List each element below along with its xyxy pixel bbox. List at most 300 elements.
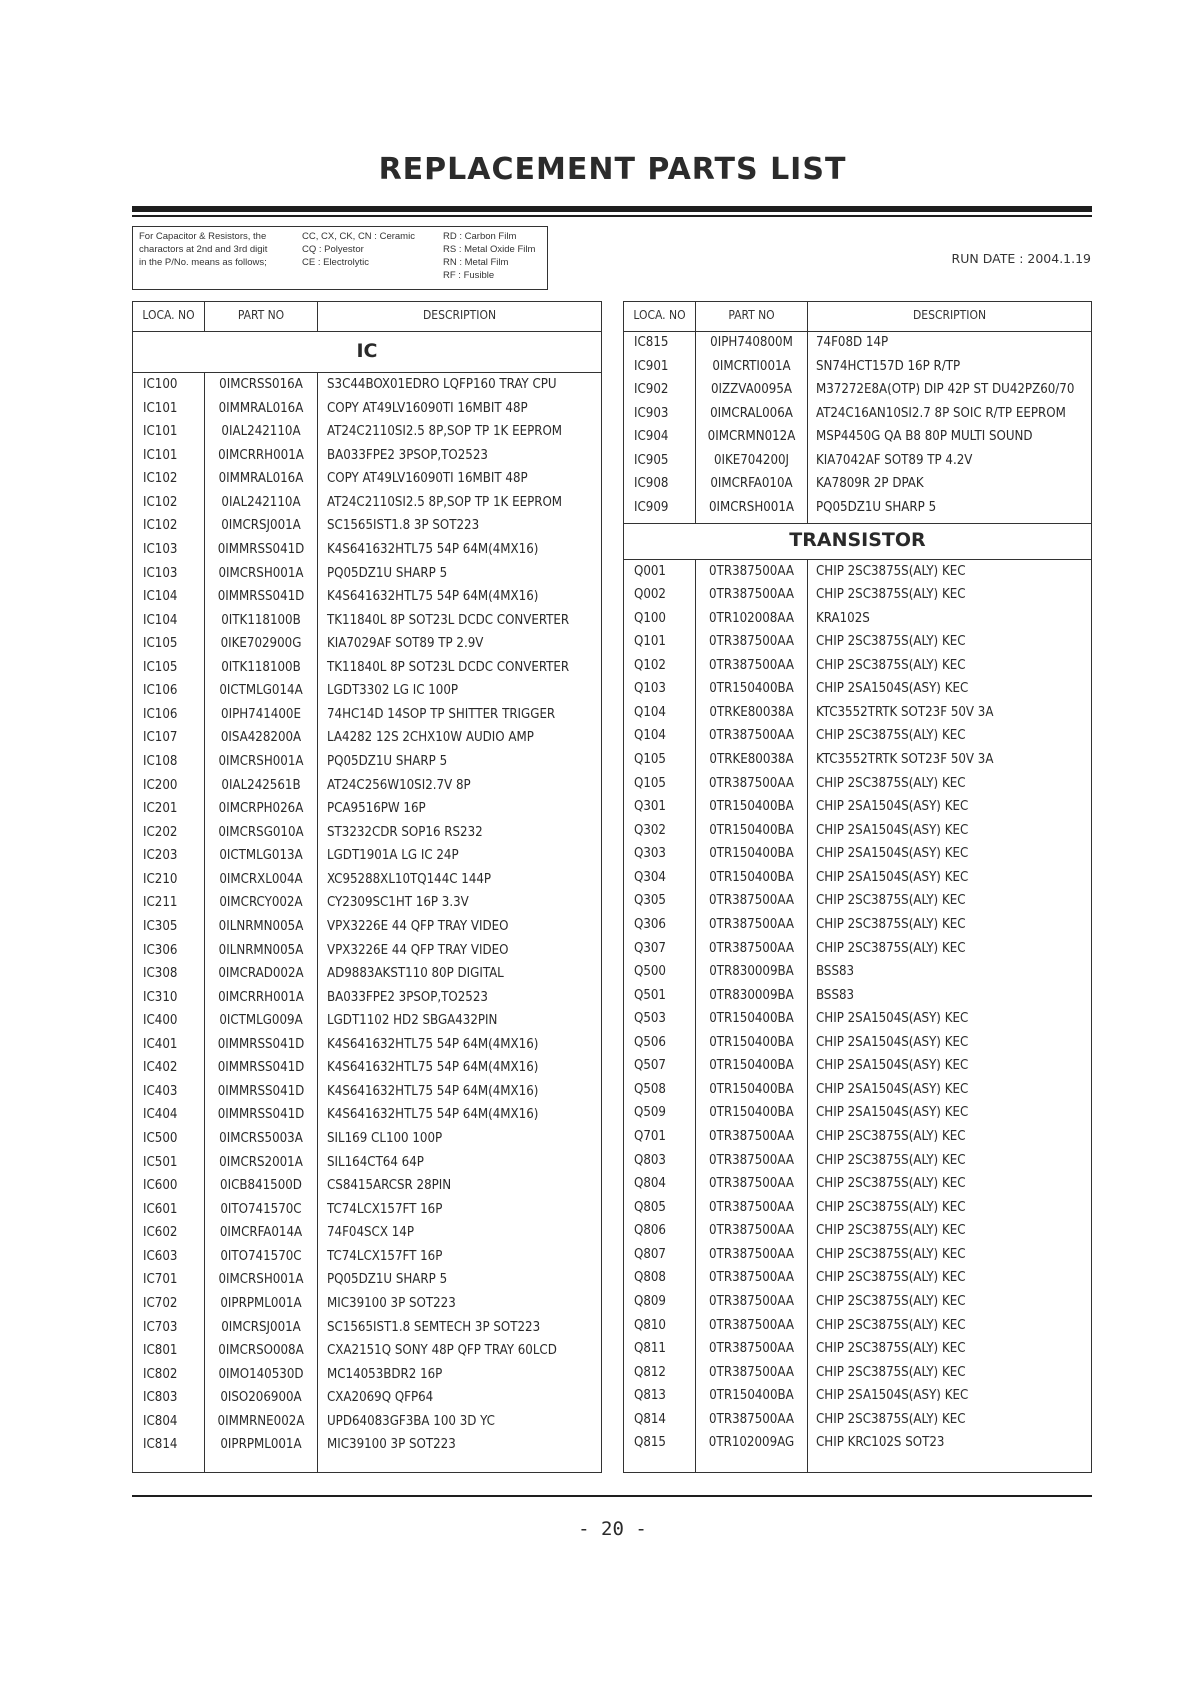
table-row <box>133 963 601 987</box>
part-no-cell: 0IMCRSS016A <box>219 377 303 392</box>
description-cell: UPD64083GF3BA 100 3D YC <box>327 1413 495 1429</box>
loca-no-cell: Q506 <box>634 1034 666 1050</box>
part-no-cell: 0IMCRTI001A <box>712 358 791 374</box>
loca-no-cell: IC102 <box>143 518 178 534</box>
page-title: REPLACEMENT PARTS LIST <box>378 152 847 187</box>
part-no-cell: 0TR150400BA <box>709 846 794 862</box>
description-cell: CHIP 2SC3875S(ALY) KEC <box>816 916 966 932</box>
loca-no-cell: IC908 <box>634 476 669 492</box>
description-cell: K4S641632HTL75 54P 64M(4MX16) <box>327 1036 539 1052</box>
part-no-cell: 0TRKE80038A <box>709 752 794 767</box>
loca-no-cell: Q105 <box>634 752 666 767</box>
part-no-cell: 0TR387500AA <box>709 775 794 791</box>
table-row <box>133 1010 601 1034</box>
part-no-cell: 0IMMRSS041D <box>217 1083 305 1099</box>
description-cell: M37272E8A(OTP) DIP 42P ST DU42PZ60/70 <box>816 382 1075 398</box>
part-no-cell: 0IMO140530D <box>218 1366 304 1382</box>
table-row <box>624 890 1091 914</box>
loca-no-cell: IC702 <box>143 1295 178 1311</box>
legend-line: CE : Electrolytic <box>302 257 370 268</box>
description-cell: CHIP 2SC3875S(ALY) KEC <box>816 1317 966 1333</box>
description-cell: LGDT1901A LG IC 24P <box>327 848 459 864</box>
part-no-cell: 0IMCRSO008A <box>218 1343 304 1359</box>
part-no-cell: 0IMMRSS041D <box>217 589 305 605</box>
description-cell: KIA7029AF SOT89 TP 2.9V <box>327 636 484 652</box>
description-cell: CHIP 2SA1504S(ASY) KEC <box>816 1105 969 1121</box>
part-no-cell: 0IMCRS5003A <box>219 1131 303 1146</box>
page-number: - 20 - <box>578 1518 647 1540</box>
description-cell: MSP4450G QA B8 80P MULTI SOUND <box>816 429 1033 445</box>
loca-no-cell: Q503 <box>634 1011 666 1027</box>
description-cell: PQ05DZ1U SHARP 5 <box>327 754 448 769</box>
description-cell: CHIP 2SA1504S(ASY) KEC <box>816 1034 969 1050</box>
part-no-cell: 0TR150400BA <box>709 1011 794 1027</box>
part-no-cell: 0IMCRCY002A <box>219 895 303 911</box>
part-no-cell: 0TR102009AG <box>708 1435 795 1451</box>
description-cell: CHIP 2SA1504S(ASY) KEC <box>816 1058 969 1074</box>
table-row <box>624 1338 1091 1362</box>
header-loca-no: LOCA. NO <box>142 308 195 322</box>
description-cell: AT24C16AN10SI2.7 8P SOIC R/TP EEPROM <box>816 405 1066 421</box>
legend-line: in the P/No. means as follows; <box>139 257 267 268</box>
part-no-cell: 0IMMRNE002A <box>217 1413 305 1429</box>
table-row <box>133 1340 601 1364</box>
legend-line: RS : Metal Oxide Film <box>443 244 536 255</box>
part-no-cell: 0TR387500AA <box>709 1270 794 1286</box>
description-cell: SC1565IST1.8 3P SOT223 <box>327 518 480 534</box>
loca-no-cell: IC203 <box>143 848 178 864</box>
table-row <box>133 1293 601 1317</box>
loca-no-cell: Q804 <box>634 1176 666 1192</box>
description-cell: S3C44BOX01EDRO LQFP160 TRAY CPU <box>327 377 557 392</box>
loca-no-cell: Q102 <box>634 657 666 673</box>
part-no-cell: 0IMMRSS041D <box>217 541 305 557</box>
table-row <box>624 938 1091 962</box>
loca-no-cell: IC905 <box>634 452 669 468</box>
part-no-cell: 0IMMRAL016A <box>218 471 304 487</box>
table-row <box>624 1008 1091 1032</box>
table-row <box>133 751 601 775</box>
part-no-cell: 0IMCRSH001A <box>218 754 304 769</box>
description-cell: CHIP 2SA1504S(ASY) KEC <box>816 846 969 862</box>
legend-line: RD : Carbon Film <box>443 231 517 242</box>
material-code-legend <box>132 226 548 290</box>
part-no-cell: 0IKE702900G <box>220 636 302 652</box>
part-no-cell: 0IMCRSH001A <box>218 565 304 581</box>
table-row <box>624 1126 1091 1150</box>
table-row <box>624 796 1091 820</box>
description-cell: CHIP 2SC3875S(ALY) KEC <box>816 1270 966 1286</box>
description-cell: TK11840L 8P SOT23L DCDC CONVERTER <box>327 659 570 675</box>
part-no-cell: 0IAL242110A <box>221 424 301 440</box>
loca-no-cell: IC802 <box>143 1366 178 1382</box>
loca-no-cell: IC102 <box>143 471 178 487</box>
description-cell: PCA9516PW 16P <box>327 801 426 817</box>
loca-no-cell: IC104 <box>143 612 178 628</box>
description-cell: CHIP 2SC3875S(ALY) KEC <box>816 1152 966 1168</box>
part-no-cell: 0IMMRSS041D <box>217 1036 305 1052</box>
table-row <box>133 1387 601 1411</box>
description-cell: LA4282 12S 2CHX10W AUDIO AMP <box>327 730 534 746</box>
description-cell: VPX3226E 44 QFP TRAY VIDEO <box>327 942 509 958</box>
loca-no-cell: IC904 <box>634 429 669 445</box>
part-no-cell: 0TR387500AA <box>709 563 794 579</box>
loca-no-cell: Q809 <box>634 1293 666 1309</box>
header-loca-no: LOCA. NO <box>633 308 686 322</box>
table-row <box>624 426 1091 450</box>
part-no-cell: 0TR387500AA <box>709 1317 794 1333</box>
part-no-cell: 0TR830009BA <box>709 964 794 980</box>
table-row <box>624 773 1091 797</box>
loca-no-cell: IC804 <box>143 1413 178 1429</box>
loca-no-cell: Q002 <box>634 587 666 603</box>
legend-line: charactors at 2nd and 3rd digit <box>139 244 268 255</box>
section-ic-title: IC <box>133 332 601 373</box>
ic-rows-left <box>133 373 601 1458</box>
loca-no-cell: IC200 <box>143 777 178 793</box>
loca-no-cell: IC306 <box>143 942 178 958</box>
parts-table-right <box>623 301 1092 1473</box>
table-row <box>624 1055 1091 1079</box>
description-cell: CHIP 2SC3875S(ALY) KEC <box>816 1246 966 1262</box>
part-no-cell: 0TR150400BA <box>709 1388 794 1404</box>
description-cell: CHIP 2SC3875S(ALY) KEC <box>816 1364 966 1380</box>
table-row <box>624 1244 1091 1268</box>
part-no-cell: 0ITO741570C <box>220 1248 302 1264</box>
table-row <box>624 1315 1091 1339</box>
loca-no-cell: Q307 <box>634 940 666 956</box>
part-no-cell: 0IMCRFA014A <box>219 1225 303 1241</box>
loca-no-cell: Q101 <box>634 634 666 650</box>
loca-no-cell: Q103 <box>634 681 666 697</box>
loca-no-cell: IC105 <box>143 636 178 652</box>
description-cell: LGDT3302 LG IC 100P <box>327 683 459 699</box>
loca-no-cell: IC602 <box>143 1225 178 1241</box>
description-cell: MIC39100 3P SOT223 <box>327 1295 456 1311</box>
part-no-cell: 0ICTMLG009A <box>219 1013 303 1029</box>
table-row <box>624 1079 1091 1103</box>
loca-no-cell: IC600 <box>143 1178 178 1194</box>
table-row <box>133 822 601 846</box>
table-row <box>624 379 1091 403</box>
loca-no-cell: IC102 <box>143 494 178 510</box>
table-row <box>624 473 1091 497</box>
description-cell: BA033FPE2 3PSOP,TO2523 <box>327 989 488 1005</box>
part-no-cell: 0ISO206900A <box>220 1390 302 1406</box>
loca-no-cell: IC903 <box>634 405 669 421</box>
description-cell: BSS83 <box>816 987 855 1003</box>
header-description: DESCRIPTION <box>422 308 497 322</box>
part-no-cell: 0IMCRRH001A <box>218 447 304 463</box>
table-row <box>133 1057 601 1081</box>
header-description: DESCRIPTION <box>912 308 987 322</box>
loca-no-cell: Q803 <box>634 1152 666 1168</box>
part-no-cell: 0TR387500AA <box>709 1246 794 1262</box>
description-cell: CXA2151Q SONY 48P QFP TRAY 60LCD <box>327 1343 557 1359</box>
loca-no-cell: IC201 <box>143 801 178 817</box>
loca-no-cell: IC400 <box>143 1013 178 1029</box>
loca-no-cell: Q104 <box>634 704 666 720</box>
table-row <box>624 1267 1091 1291</box>
part-no-cell: 0ICTMLG014A <box>219 683 303 699</box>
table-row <box>624 1385 1091 1409</box>
loca-no-cell: Q814 <box>634 1411 666 1427</box>
description-cell: TK11840L 8P SOT23L DCDC CONVERTER <box>327 612 570 628</box>
table-row <box>133 704 601 728</box>
part-no-cell: 0IMMRAL016A <box>218 400 304 416</box>
loca-no-cell: Q304 <box>634 869 666 885</box>
table-row <box>133 1364 601 1388</box>
table-row <box>624 1173 1091 1197</box>
part-no-cell: 0IPH741400E <box>221 706 301 722</box>
loca-no-cell: IC100 <box>143 377 178 392</box>
description-cell: MIC39100 3P SOT223 <box>327 1437 456 1453</box>
description-cell: VPX3226E 44 QFP TRAY VIDEO <box>327 918 509 934</box>
description-cell: CHIP 2SC3875S(ALY) KEC <box>816 728 966 744</box>
description-cell: CHIP 2SC3875S(ALY) KEC <box>816 893 966 909</box>
part-no-cell: 0TR387500AA <box>709 1364 794 1380</box>
table-row <box>133 398 601 422</box>
table-row <box>133 539 601 563</box>
loca-no-cell: IC402 <box>143 1060 178 1076</box>
description-cell: CXA2069Q QFP64 <box>327 1390 434 1406</box>
part-no-cell: 0ICB841500D <box>220 1178 302 1194</box>
part-no-cell: 0TR387500AA <box>709 728 794 744</box>
description-cell: CHIP KRC102S SOT23 <box>816 1435 945 1451</box>
table-row <box>133 610 601 634</box>
part-no-cell: 0TR150400BA <box>709 1058 794 1074</box>
part-no-cell: 0TR387500AA <box>709 657 794 673</box>
part-no-cell: 0ITO741570C <box>220 1201 302 1217</box>
loca-no-cell: IC108 <box>143 754 178 769</box>
table-row <box>624 1291 1091 1315</box>
description-cell: 74F08D 14P <box>816 335 889 350</box>
loca-no-cell: Q812 <box>634 1364 666 1380</box>
table-row <box>133 1434 601 1458</box>
parts-table-left <box>132 301 602 1473</box>
loca-no-cell: IC701 <box>143 1272 178 1288</box>
description-cell: K4S641632HTL75 54P 64M(4MX16) <box>327 1107 539 1123</box>
description-cell: CHIP 2SA1504S(ASY) KEC <box>816 869 969 885</box>
part-no-cell: 0ITK118100B <box>221 612 301 628</box>
part-no-cell: 0TR150400BA <box>709 869 794 885</box>
table-row <box>133 1152 601 1176</box>
description-cell: CHIP 2SC3875S(ALY) KEC <box>816 1411 966 1427</box>
table-header <box>624 302 1091 332</box>
part-no-cell: 0IMCRSH001A <box>708 499 795 515</box>
description-cell: XC95288XL10TQ144C 144P <box>327 871 492 887</box>
table-row <box>624 403 1091 427</box>
table-row <box>624 1032 1091 1056</box>
part-no-cell: 0TR387500AA <box>709 1223 794 1239</box>
table-row <box>133 1246 601 1270</box>
loca-no-cell: IC106 <box>143 706 178 722</box>
loca-no-cell: IC501 <box>143 1154 178 1170</box>
table-row <box>133 775 601 799</box>
part-no-cell: 0IMCRSH001A <box>218 1272 304 1288</box>
description-cell: KRA102S <box>816 610 870 626</box>
description-cell: SN74HCT157D 16P R/TP <box>816 358 961 374</box>
table-row <box>624 725 1091 749</box>
loca-no-cell: IC803 <box>143 1390 178 1406</box>
part-no-cell: 0IMCRSG010A <box>218 824 304 840</box>
loca-no-cell: IC103 <box>143 541 178 557</box>
part-no-cell: 0TR102008AA <box>709 610 794 626</box>
table-row <box>624 985 1091 1009</box>
description-cell: TC74LCX157FT 16P <box>327 1201 443 1217</box>
description-cell: CHIP 2SC3875S(ALY) KEC <box>816 657 966 673</box>
description-cell: CHIP 2SC3875S(ALY) KEC <box>816 1341 966 1357</box>
loca-no-cell: IC107 <box>143 730 178 746</box>
table-row <box>133 421 601 445</box>
description-cell: KTC3552TRTK SOT23F 50V 3A <box>816 704 994 720</box>
loca-no-cell: Q811 <box>634 1341 666 1357</box>
loca-no-cell: IC305 <box>143 918 178 934</box>
table-row <box>133 1269 601 1293</box>
part-no-cell: 0ILNRMN005A <box>218 918 304 934</box>
table-row <box>133 680 601 704</box>
loca-no-cell: IC909 <box>634 499 669 515</box>
loca-no-cell: Q305 <box>634 893 666 909</box>
legend-line: CC, CX, CK, CN : Ceramic <box>302 231 415 242</box>
description-cell: BSS83 <box>816 964 855 980</box>
table-row <box>624 631 1091 655</box>
part-no-cell: 0IMMRSS041D <box>217 1107 305 1123</box>
table-row <box>624 702 1091 726</box>
legend-line: RF : Fusible <box>443 270 495 281</box>
description-cell: K4S641632HTL75 54P 64M(4MX16) <box>327 1083 539 1099</box>
table-row <box>624 1150 1091 1174</box>
legend-col-intro <box>139 230 289 269</box>
part-no-cell: 0TR387500AA <box>709 893 794 909</box>
description-cell: CY2309SC1HT 16P 3.3V <box>327 895 469 911</box>
part-no-cell: 0TR387500AA <box>709 1411 794 1427</box>
table-row <box>133 1317 601 1341</box>
table-row <box>133 1222 601 1246</box>
part-no-cell: 0TR387500AA <box>709 1293 794 1309</box>
loca-no-cell: Q500 <box>634 964 666 980</box>
description-cell: K4S641632HTL75 54P 64M(4MX16) <box>327 541 539 557</box>
description-cell: BA033FPE2 3PSOP,TO2523 <box>327 447 488 463</box>
legend-line: For Capacitor & Resistors, the <box>139 231 267 242</box>
table-row <box>624 820 1091 844</box>
table-row <box>624 584 1091 608</box>
table-row <box>133 727 601 751</box>
loca-no-cell: IC500 <box>143 1131 178 1146</box>
description-cell: K4S641632HTL75 54P 64M(4MX16) <box>327 1060 539 1076</box>
part-no-cell: 0TRKE80038A <box>709 704 794 720</box>
loca-no-cell: Q805 <box>634 1199 666 1215</box>
loca-no-cell: IC101 <box>143 400 178 416</box>
loca-no-cell: Q303 <box>634 846 666 862</box>
part-no-cell: 0IPRPML001A <box>220 1295 302 1311</box>
description-cell: PQ05DZ1U SHARP 5 <box>327 1272 448 1288</box>
table-row <box>624 1220 1091 1244</box>
loca-no-cell: Q105 <box>634 775 666 791</box>
loca-no-cell: Q104 <box>634 728 666 744</box>
part-no-cell: 0IMCRPH026A <box>218 801 304 817</box>
description-cell: 74HC14D 14SOP TP SHITTER TRIGGER <box>327 706 556 722</box>
description-cell: COPY AT49LV16090TI 16MBIT 48P <box>327 471 528 487</box>
loca-no-cell: IC801 <box>143 1343 178 1359</box>
part-no-cell: 0TR387500AA <box>709 634 794 650</box>
description-cell: CHIP 2SC3875S(ALY) KEC <box>816 563 966 579</box>
loca-no-cell: IC210 <box>143 871 178 887</box>
table-row <box>624 608 1091 632</box>
table-row <box>133 869 601 893</box>
part-no-cell: 0TR150400BA <box>709 681 794 697</box>
table-row <box>133 916 601 940</box>
part-no-cell: 0ICTMLG013A <box>219 848 303 864</box>
description-cell: CHIP 2SA1504S(ASY) KEC <box>816 822 969 838</box>
description-cell: CHIP 2SC3875S(ALY) KEC <box>816 634 966 650</box>
table-row <box>624 914 1091 938</box>
part-no-cell: 0TR387500AA <box>709 1129 794 1144</box>
part-no-cell: 0IMCRMN012A <box>707 429 796 445</box>
table-header <box>133 302 601 332</box>
table-row <box>133 940 601 964</box>
description-cell: SC1565IST1.8 SEMTECH 3P SOT223 <box>327 1319 541 1335</box>
loca-no-cell: Q301 <box>634 799 666 815</box>
table-row <box>624 655 1091 679</box>
loca-no-cell: IC101 <box>143 447 178 463</box>
table-row <box>624 1362 1091 1386</box>
table-row <box>133 892 601 916</box>
loca-no-cell: IC603 <box>143 1248 178 1264</box>
table-row <box>133 657 601 681</box>
loca-no-cell: IC401 <box>143 1036 178 1052</box>
transistor-rows <box>624 560 1091 1456</box>
description-cell: AD9883AKST110 80P DIGITAL <box>327 966 504 982</box>
part-no-cell: 0IMCRXL004A <box>219 871 303 887</box>
table-row <box>624 749 1091 773</box>
description-cell: CHIP 2SC3875S(ALY) KEC <box>816 775 966 791</box>
description-cell: AT24C2110SI2.5 8P,SOP TP 1K EEPROM <box>327 494 563 510</box>
table-row <box>133 1175 601 1199</box>
legend-line: CQ : Polyestor <box>302 244 364 255</box>
part-no-cell: 0ISA428200A <box>220 730 302 746</box>
table-row <box>133 798 601 822</box>
loca-no-cell: IC403 <box>143 1083 178 1099</box>
table-row <box>133 515 601 539</box>
footer-rule <box>132 1495 1092 1497</box>
table-row <box>624 561 1091 585</box>
table-row <box>624 356 1091 380</box>
loca-no-cell: IC901 <box>634 358 669 374</box>
part-no-cell: 0TR387500AA <box>709 587 794 603</box>
table-row <box>133 1128 601 1152</box>
table-row <box>133 987 601 1011</box>
description-cell: LGDT1102 HD2 SBGA432PIN <box>327 1013 498 1029</box>
part-no-cell: 0TR150400BA <box>709 799 794 815</box>
loca-no-cell: IC103 <box>143 565 178 581</box>
part-no-cell: 0TR150400BA <box>709 822 794 838</box>
part-no-cell: 0TR830009BA <box>709 987 794 1003</box>
part-no-cell: 0IKE704200J <box>713 452 790 468</box>
loca-no-cell: IC308 <box>143 966 178 982</box>
description-cell: KTC3552TRTK SOT23F 50V 3A <box>816 752 994 767</box>
loca-no-cell: IC106 <box>143 683 178 699</box>
loca-no-cell: Q806 <box>634 1223 666 1239</box>
description-cell: TC74LCX157FT 16P <box>327 1248 443 1264</box>
part-no-cell: 0TR387500AA <box>709 1152 794 1168</box>
table-row <box>133 563 601 587</box>
loca-no-cell: IC814 <box>143 1437 178 1453</box>
loca-no-cell: Q701 <box>634 1129 666 1144</box>
description-cell: PQ05DZ1U SHARP 5 <box>327 565 448 581</box>
part-no-cell: 0TR387500AA <box>709 940 794 956</box>
description-cell: KIA7042AF SOT89 TP 4.2V <box>816 452 973 468</box>
